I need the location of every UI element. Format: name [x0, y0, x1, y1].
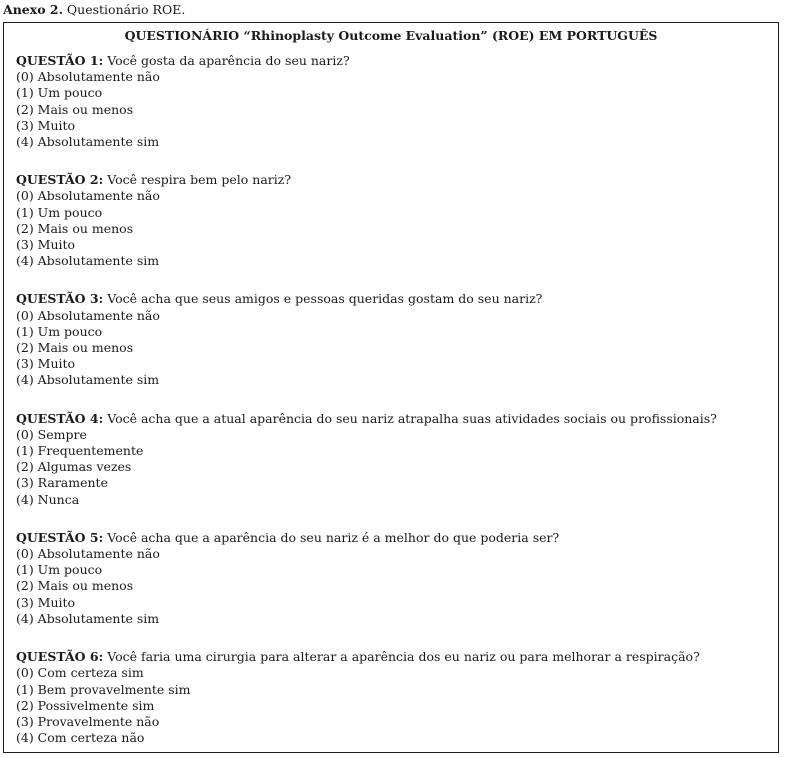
question-text [16, 530, 778, 546]
answer-option: (2) Possivelmente sim [16, 697, 155, 713]
question-3 [16, 291, 778, 388]
questionnaire-title: QUESTIONÁRIO “Rhinoplasty Outcome Evaluation” (ROE) EM PORTUGUÊS [124, 28, 658, 43]
question-text [16, 172, 778, 188]
question-label: QUESTÃO 2: [16, 172, 104, 188]
question-prompt: Você acha que a atual aparência do seu nariz atrapalha suas atividades sociais ou profissionais? [103, 410, 717, 426]
question-2 [16, 172, 778, 269]
question-1 [16, 53, 778, 150]
answer-option: (3) Raramente [16, 475, 108, 491]
annex-caption-label: Anexo 2. [3, 2, 63, 17]
answer-option: (0) Sempre [16, 426, 87, 442]
answer-option: (0) Absolutamente não [16, 188, 160, 204]
question-label: QUESTÃO 6: [16, 649, 104, 665]
answer-option: (2) Mais ou menos [16, 101, 134, 117]
answer-option: (1) Um pouco [16, 204, 103, 220]
answer-option: (3) Provavelmente não [16, 713, 160, 729]
question-prompt: Você faria uma cirurgia para alterar a aparência dos eu nariz ou para melhorar a respiração? [103, 649, 700, 665]
question-list [4, 44, 778, 746]
answer-option: (1) Frequentemente [16, 443, 144, 459]
answer-option: (0) Absolutamente não [16, 546, 160, 562]
question-prompt: Você gosta da aparência do seu nariz? [103, 53, 350, 68]
question-4 [16, 411, 778, 508]
answer-option: (4) Absolutamente sim [16, 134, 160, 150]
answer-option: (0) Absolutamente não [16, 69, 160, 85]
question-prompt: Você acha que seus amigos e pessoas queridas gostam do seu nariz? [103, 291, 543, 307]
answer-option: (4) Nunca [16, 491, 80, 507]
question-text [16, 291, 778, 307]
answer-option: (4) Com certeza não [16, 730, 145, 746]
question-label: QUESTÃO 1: [16, 53, 104, 68]
answer-option: (3) Muito [16, 237, 76, 253]
question-prompt: Você respira bem pelo nariz? [103, 172, 292, 188]
answer-option: (2) Mais ou menos [16, 220, 134, 236]
question-text [16, 53, 778, 69]
answer-option: (2) Mais ou menos [16, 340, 134, 356]
questionnaire-box [3, 22, 779, 753]
question-label: QUESTÃO 4: [16, 410, 104, 426]
answer-option: (4) Absolutamente sim [16, 253, 160, 269]
answer-option: (1) Um pouco [16, 562, 103, 578]
question-label: QUESTÃO 5: [16, 529, 104, 545]
answer-option: (1) Um pouco [16, 323, 103, 339]
question-label: QUESTÃO 3: [16, 291, 104, 307]
answer-option: (0) Com certeza sim [16, 665, 144, 681]
answer-option: (4) Absolutamente sim [16, 372, 160, 388]
question-prompt: Você acha que a aparência do seu nariz é a melhor do que poderia ser? [103, 529, 560, 545]
answer-option: (0) Absolutamente não [16, 307, 160, 323]
answer-option: (2) Mais ou menos [16, 578, 134, 594]
answer-option: (2) Algumas vezes [16, 459, 132, 475]
question-text [16, 411, 778, 427]
annex-caption [3, 2, 185, 18]
question-text [16, 649, 778, 665]
question-5 [16, 530, 778, 627]
answer-option: (3) Muito [16, 117, 76, 133]
answer-option: (3) Muito [16, 356, 76, 372]
annex-caption-text: Questionário ROE. [62, 2, 186, 17]
answer-option: (3) Muito [16, 594, 76, 610]
answer-option: (1) Bem provavelmente sim [16, 681, 191, 697]
question-6 [16, 649, 778, 746]
answer-option: (1) Um pouco [16, 85, 103, 101]
answer-option: (4) Absolutamente sim [16, 610, 160, 626]
